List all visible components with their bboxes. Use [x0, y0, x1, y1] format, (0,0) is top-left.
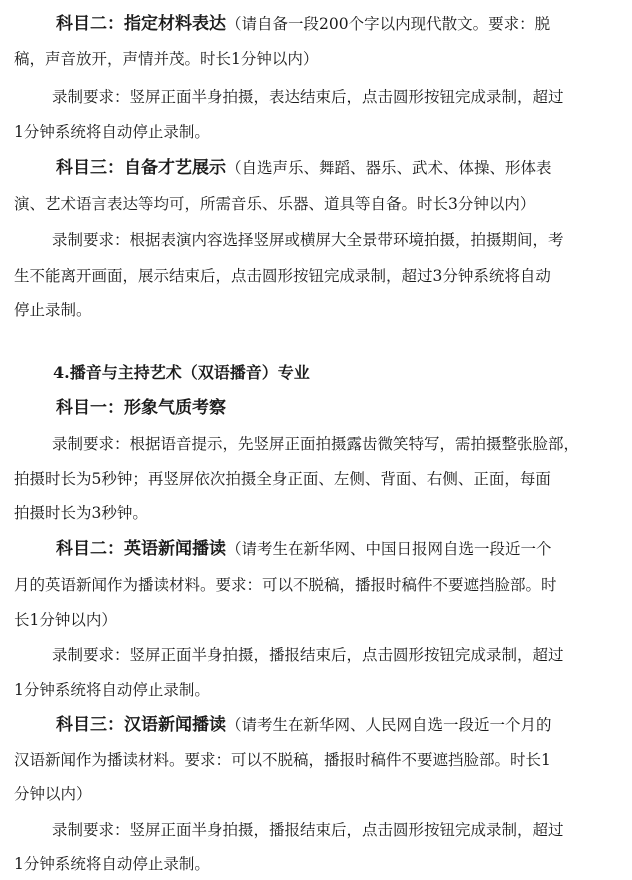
body-line: 录制要求：竖屏正面半身拍摄，播报结束后，点击圆形按钮完成录制，超过 — [52, 821, 564, 839]
body-line: 1分钟系统将自动停止录制。 — [14, 855, 210, 873]
subject-heading: 科目二：指定材料表达（请自备一段200个字以内现代散文。要求：脱 — [56, 14, 551, 34]
body-line: 演、艺术语言表达等均可，所需音乐、乐器、道具等自备。时长3分钟以内） — [14, 195, 536, 213]
body-line: 分钟以内） — [14, 785, 92, 803]
body-line: 生不能离开画面，展示结束后，点击圆形按钮完成录制，超过3分钟系统将自动 — [14, 267, 551, 285]
body-line: 长1分钟以内） — [14, 611, 117, 629]
body-line: 稿，声音放开，声情并茂。时长1分钟以内） — [14, 50, 319, 68]
body-line: 月的英语新闻作为播读材料。要求：可以不脱稿，播报时稿件不要遮挡脸部。时 — [14, 576, 557, 594]
subject-heading: 科目三：自备才艺展示（自选声乐、舞蹈、器乐、武术、体操、形体表 — [56, 158, 552, 178]
body-line: 停止录制。 — [14, 301, 92, 319]
subject-heading: 科目二：英语新闻播读（请考生在新华网、中国日报网自选一段近一个 — [56, 539, 552, 559]
body-line: 录制要求：根据语音提示，先竖屏正面拍摄露齿微笑特写，需拍摄整张脸部， — [52, 435, 580, 453]
body-line: 录制要求：竖屏正面半身拍摄，表达结束后，点击圆形按钮完成录制，超过 — [52, 88, 564, 106]
body-line: 汉语新闻作为播读材料。要求：可以不脱稿，播报时稿件不要遮挡脸部。时长1 — [14, 751, 551, 769]
body-line: 拍摄时长为5秒钟；再竖屏依次拍摄全身正面、左侧、背面、右侧、正面，每面 — [14, 470, 551, 488]
body-line: 录制要求：竖屏正面半身拍摄，播报结束后，点击圆形按钮完成录制，超过 — [52, 646, 564, 664]
body-line: 1分钟系统将自动停止录制。 — [14, 123, 210, 141]
section-heading: 4.播音与主持艺术（双语播音）专业 — [53, 363, 310, 382]
body-line: 1分钟系统将自动停止录制。 — [14, 681, 210, 699]
body-line: 录制要求：根据表演内容选择竖屏或横屏大全景带环境拍摄，拍摄期间，考 — [52, 231, 564, 249]
subject-heading: 科目三：汉语新闻播读（请考生在新华网、人民网自选一段近一个月的 — [56, 715, 552, 735]
body-line: 拍摄时长为3秒钟。 — [14, 504, 148, 522]
subject-heading: 科目一：形象气质考察 — [56, 398, 226, 418]
